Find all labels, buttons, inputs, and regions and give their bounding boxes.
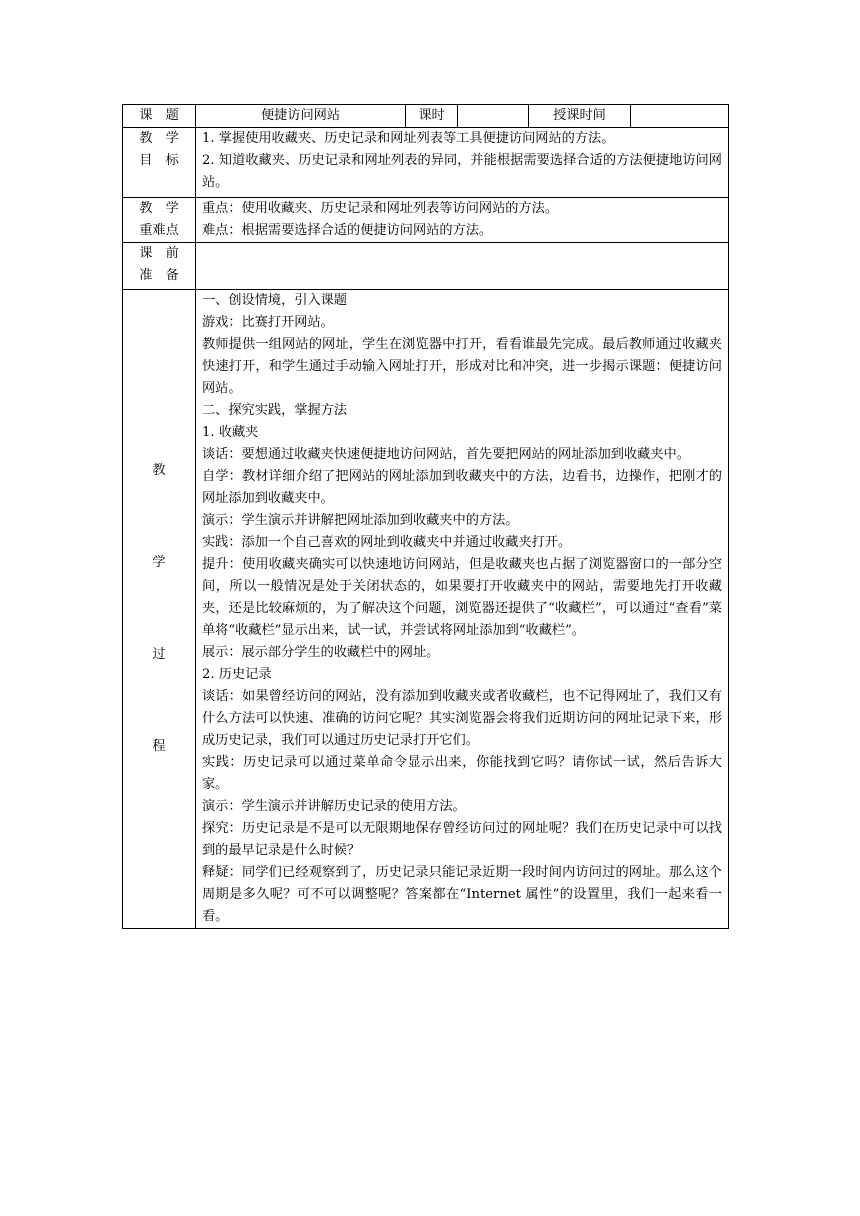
topic-label: 课 题 xyxy=(123,105,196,128)
process-label xyxy=(123,290,196,929)
goals-label-line1: 教 学 xyxy=(139,131,179,146)
hours-value xyxy=(458,105,529,128)
key-points-label-line2: 重难点 xyxy=(139,223,179,238)
key-points-content xyxy=(196,198,729,243)
process-paragraph: 提升：使用收藏夹确实可以快速地访问网站，但是收藏夹也占据了浏览器窗口的一部分空间，所以一般情况是处于关闭状态的，如果要打开收藏夹中的网站，需要地先打开收藏夹，还是比较麻烦的，为了解决这个问题，浏览器还提供了“收藏栏”，可以通过“查看”菜单将“收藏栏”显示出来，试一试，并尝试将网址添加到“收藏栏”。 xyxy=(202,557,722,638)
process-paragraph: 演示：学生演示并讲解把网址添加到收藏夹中的方法。 xyxy=(202,513,519,528)
process-paragraph: 2. 历史记录 xyxy=(202,667,272,682)
time-value xyxy=(631,105,729,128)
process-paragraph: 游戏：比赛打开网站。 xyxy=(202,315,334,330)
goals-content xyxy=(196,128,729,198)
process-paragraph: 展示：展示部分学生的收藏栏中的网址。 xyxy=(202,645,440,660)
time-label: 授课时间 xyxy=(529,105,631,128)
process-label-char-1: 教 xyxy=(152,463,166,478)
goals-label-line2: 目 标 xyxy=(139,153,179,168)
preparation-row xyxy=(123,243,729,290)
preparation-label xyxy=(123,243,196,290)
process-paragraph: 一、创设情境，引入课题 xyxy=(202,293,348,308)
process-label-char-3: 过 xyxy=(152,647,166,662)
process-paragraph: 谈话：要想通过收藏夹快速便捷地访问网站，首先要把网站的网址添加到收藏夹中。 xyxy=(202,447,690,462)
goal-item-1: 1. 掌握使用收藏夹、历史记录和网址列表等工具便捷访问网站的方法。 xyxy=(202,131,615,146)
process-paragraph: 1. 收藏夹 xyxy=(202,425,259,440)
key-points-label-line1: 教 学 xyxy=(139,201,179,216)
process-paragraph: 实践：历史记录可以通过菜单命令显示出来，你能找到它吗？请你试一试，然后告诉大家。 xyxy=(202,755,722,792)
goals-label xyxy=(123,128,196,198)
key-points-row xyxy=(123,198,729,243)
header-row xyxy=(123,105,729,128)
process-paragraph: 教师提供一组网站的网址，学生在浏览器中打开，看看谁最先完成。最后教师通过收藏夹快速打开，和学生通过手动输入网址打开，形成对比和冲突，进一步揭示课题：便捷访问网站。 xyxy=(202,337,722,396)
key-point-focus: 重点：使用收藏夹、历史记录和网址列表等访问网站的方法。 xyxy=(202,201,559,216)
preparation-content xyxy=(196,243,729,290)
preparation-label-line2: 准 备 xyxy=(139,268,179,283)
hours-label: 课时 xyxy=(406,105,458,128)
process-paragraph: 自学：教材详细介绍了把网站的网址添加到收藏夹中的方法，边看书，边操作，把刚才的网址添加到收藏夹中。 xyxy=(202,469,722,506)
preparation-label-line1: 课 前 xyxy=(139,246,179,261)
key-point-difficulty: 难点：根据需要选择合适的便捷访问网站的方法。 xyxy=(202,223,493,238)
goal-item-2: 2. 知道收藏夹、历史记录和网址列表的异同，并能根据需要选择合适的方法便捷地访问网站。 xyxy=(202,153,722,190)
process-paragraph: 探究：历史记录是不是可以无限期地保存曾经访问过的网址呢？我们在历史记录中可以找到的最早记录是什么时候？ xyxy=(202,821,722,858)
process-paragraph: 谈话：如果曾经访问的网站，没有添加到收藏夹或者收藏栏，也不记得网址了，我们又有什么方法可以快速、准确的访问它呢？其实浏览器会将我们近期访问的网址记录下来，形成历史记录，我们可以通过历史记录打开它们。 xyxy=(202,689,722,748)
process-paragraph: 释疑：同学们已经观察到了，历史记录只能记录近期一段时间内访问过的网址。那么这个周期是多久呢？可不可以调整呢？答案都在“Internet 属性”的设置里，我们一起来看一看。 xyxy=(202,865,722,924)
process-content xyxy=(196,290,729,929)
lesson-plan-table xyxy=(122,104,729,929)
key-points-label xyxy=(123,198,196,243)
process-row xyxy=(123,290,729,929)
process-paragraph: 实践：添加一个自己喜欢的网址到收藏夹中并通过收藏夹打开。 xyxy=(202,535,572,550)
process-paragraph: 二、探究实践，掌握方法 xyxy=(202,403,348,418)
topic-value: 便捷访问网站 xyxy=(196,105,406,128)
process-paragraph: 演示：学生演示并讲解历史记录的使用方法。 xyxy=(202,799,466,814)
process-label-char-2: 学 xyxy=(152,555,166,570)
goals-row xyxy=(123,128,729,198)
process-label-char-4: 程 xyxy=(152,739,166,754)
